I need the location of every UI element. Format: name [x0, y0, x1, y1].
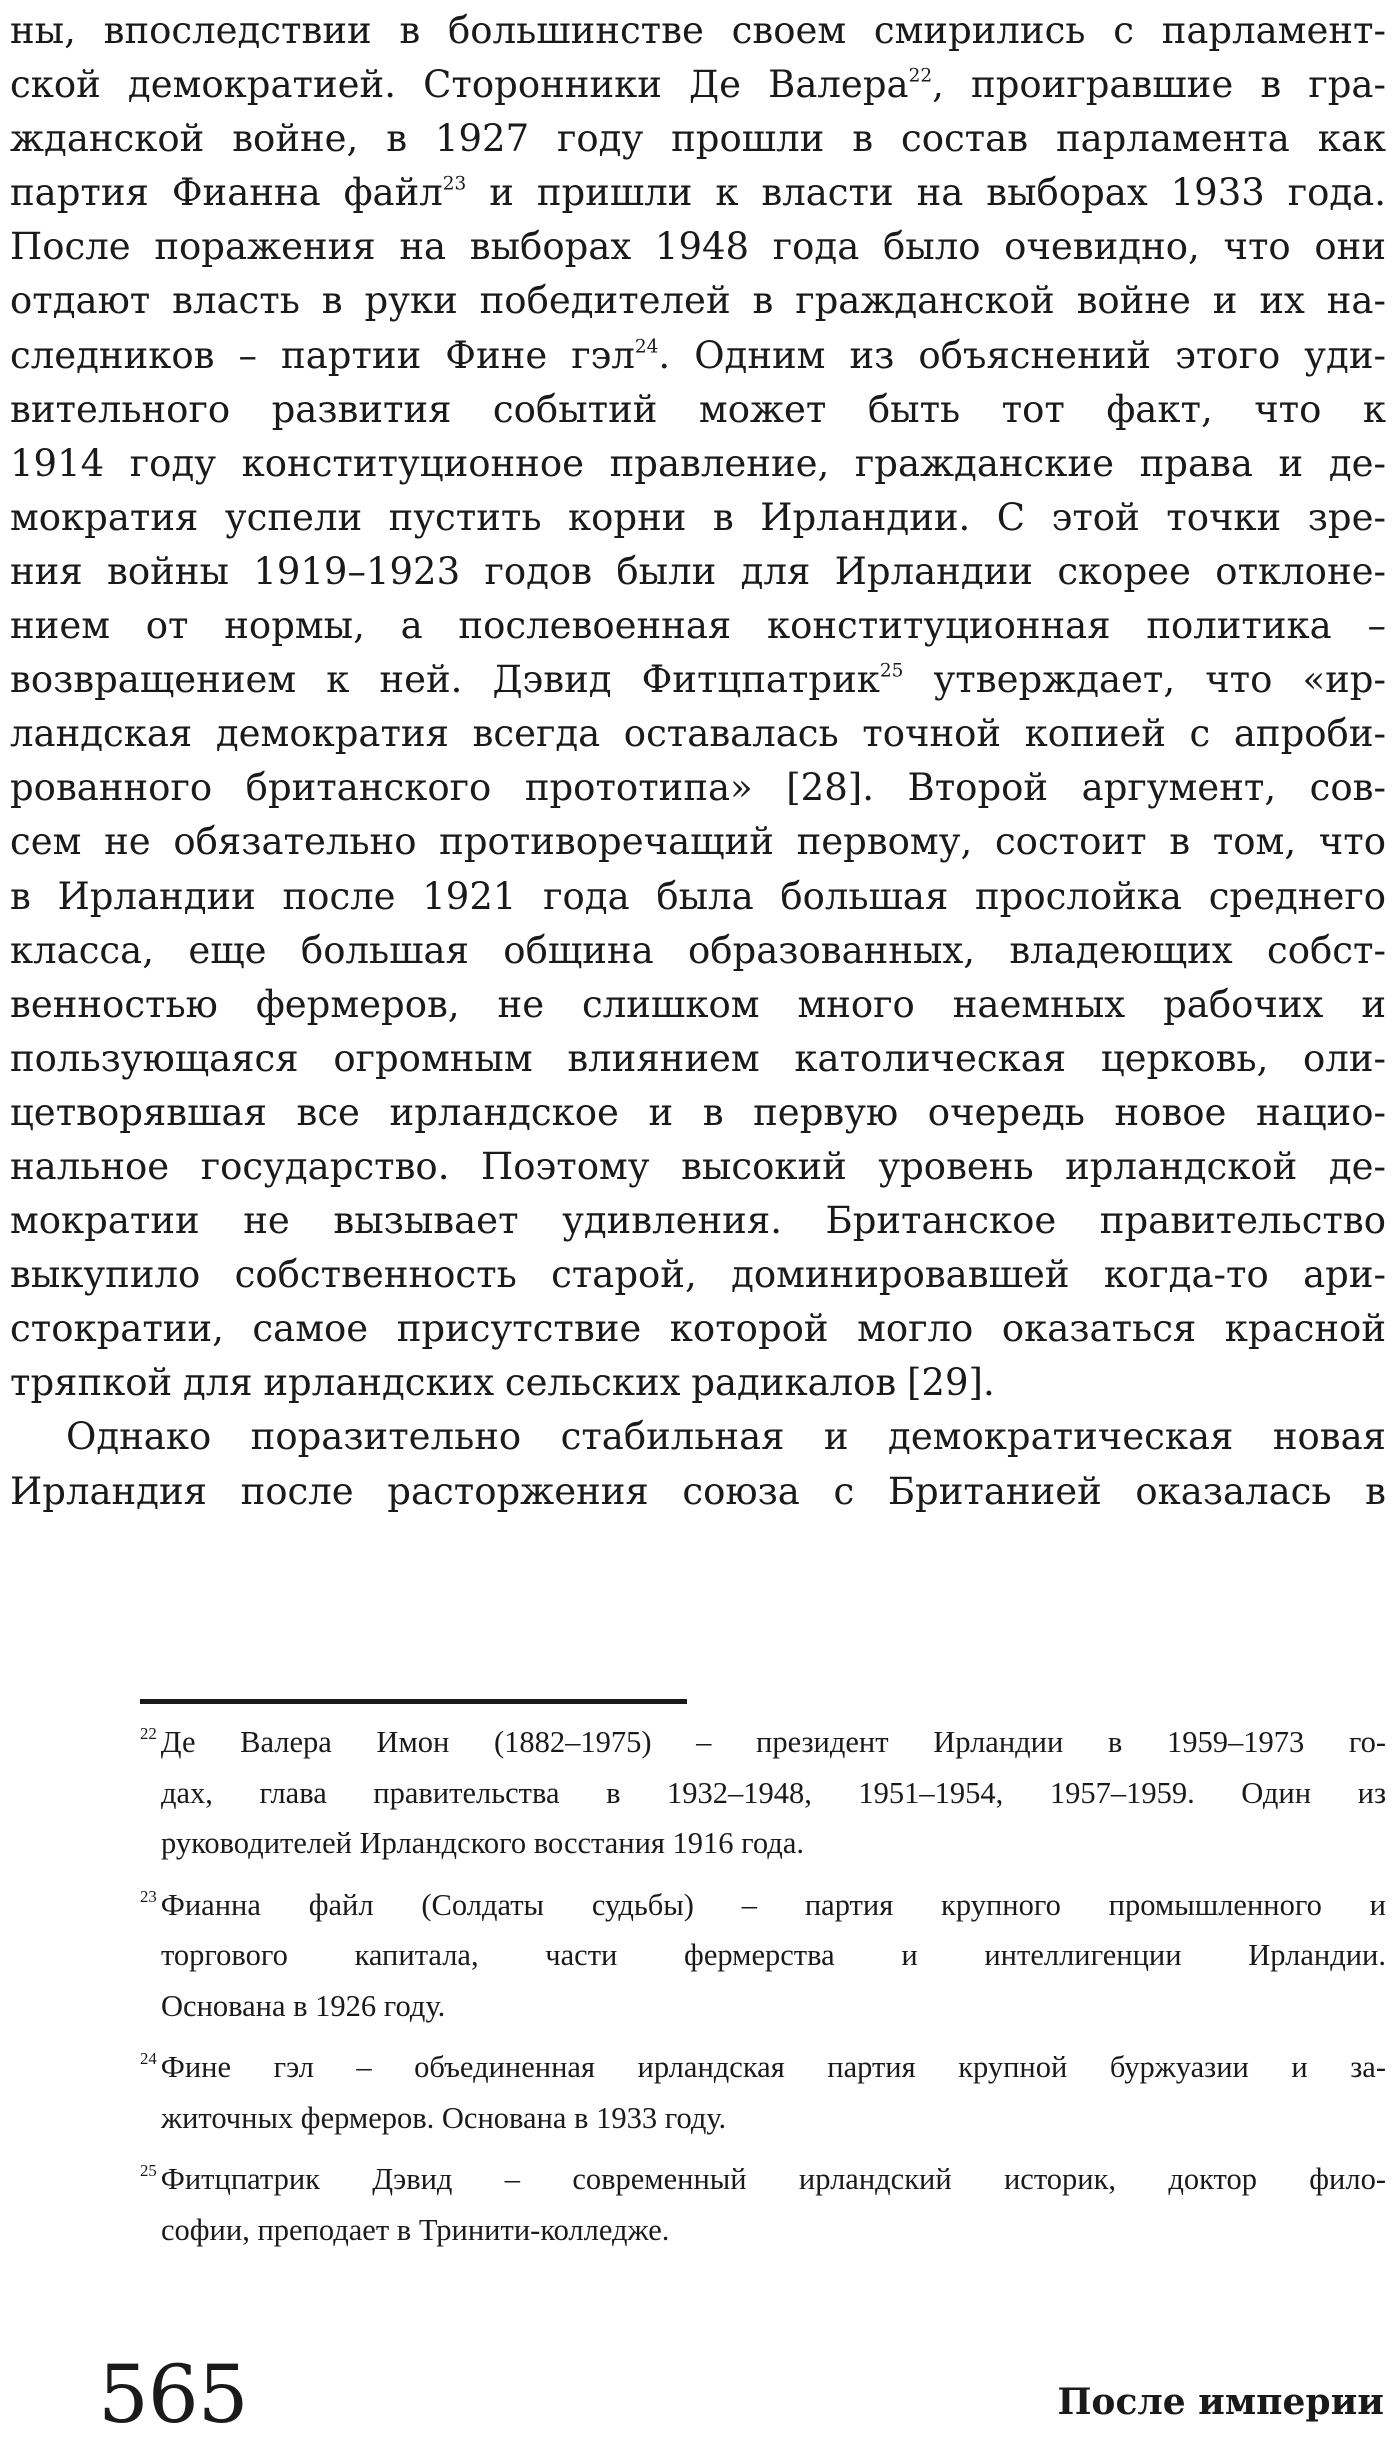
footnote-line: житочных фермеров. Основана в 1933 году. [161, 2100, 727, 2135]
footnote-ref-24[interactable]: 24 [634, 335, 659, 357]
text-segment: ской демократией. Сторонники Де Валера [10, 63, 909, 107]
text-line [10, 329, 1386, 383]
text-segment: и пришли к власти на выборах 1933 года. [466, 171, 1386, 215]
text-line: ландская демократия всегда оставалась точной копией с апроби- [10, 712, 1386, 756]
text-line [10, 58, 1386, 112]
text-line: выкупило собственность старой, доминировавшей когда-то ари- [10, 1253, 1386, 1297]
text-line: в Ирландии после 1921 года была большая прослойка среднего [10, 874, 1386, 918]
page-number: 565 [98, 2348, 248, 2441]
text-line: мократии не вызывает удивления. Британское правительство [10, 1199, 1386, 1243]
footnote-line [140, 1717, 1386, 1768]
paragraph-first-line: Однако поразительно стабильная и демократическая новая [66, 1415, 1386, 1459]
footnote-line: Основана в 1926 году. [161, 1988, 446, 2023]
text-line: жданской войне, в 1927 году прошли в состав парламента как [10, 117, 1386, 161]
footnote-line: руководителей Ирландского восстания 1916 года. [161, 1826, 804, 1860]
footnote-ref-25[interactable]: 25 [879, 660, 904, 682]
text-segment: следников – партии Фине гэл [10, 333, 635, 377]
text-line: 1914 году конституционное правление, гражданские права и де- [10, 441, 1386, 485]
footnote-23 [140, 1880, 1386, 2032]
text-line: ния войны 1919–1923 годов были для Ирландии скорее отклоне- [10, 549, 1386, 593]
footnote-24 [140, 2042, 1386, 2143]
footnote-line [140, 1880, 1386, 1931]
text-line: класса, еще большая община образованных, владеющих собст- [10, 928, 1386, 972]
footnote-number: 25 [140, 2161, 157, 2181]
footnote-text: Де Валера Имон (1882–1975) – президент Ирландии в 1959–1973 го- [160, 1725, 1386, 1759]
footnote-line [140, 2154, 1386, 2205]
text-line [10, 653, 1386, 707]
text-line: вительного развития событий может быть тот факт, что к [10, 387, 1386, 431]
footnote-text: Фине гэл – объединенная ирландская партия крупной буржуазии и за- [160, 2050, 1386, 2084]
footnote-number: 24 [140, 2049, 157, 2069]
text-line: пользующаяся огромным влиянием католическая церковь, оли- [10, 1036, 1386, 1080]
text-segment: , проигравшие в гра- [932, 63, 1386, 107]
text-line [10, 166, 1386, 220]
footnote-text: Фианна файл (Солдаты судьбы) – партия крупного промышленного и [160, 1887, 1386, 1922]
footnote-line: дах, глава правительства в 1932–1948, 1951–1954, 1957–1959. Один из [161, 1775, 1386, 1810]
footnote-line: софии, преподает в Тринити-колледже. [161, 2212, 670, 2247]
text-line: отдают власть в руки победителей в гражданской войне и их на- [10, 279, 1386, 323]
footnote-line: торгового капитала, части фермерства и интеллигенции Ирландии. [161, 1938, 1386, 1972]
text-line: рованного британского прототипа» [28]. Второй аргумент, сов- [10, 766, 1386, 810]
text-line: мократия успели пустить корни в Ирландии. С этой точки зре- [10, 495, 1386, 539]
text-line: венностью фермеров, не слишком много наемных рабочих и [10, 982, 1386, 1026]
text-segment: партия Фианна файл [10, 171, 443, 215]
text-line: нальное государство. Поэтому высокий уровень ирландской де- [10, 1144, 1386, 1188]
running-head: После империи [1057, 2381, 1384, 2423]
footnote-25 [140, 2154, 1386, 2255]
footnote-number: 22 [140, 1724, 157, 1744]
footnote-22 [140, 1717, 1386, 1869]
text-line: После поражения на выборах 1948 года было очевидно, что они [10, 225, 1386, 269]
text-segment: утверждает, что «ир- [903, 658, 1386, 702]
text-line: ны, впоследствии в большинстве своем смирились с парламент- [10, 9, 1386, 52]
main-body-text [10, 4, 1386, 1519]
text-line: нием от нормы, а послевоенная конституционная политика – [10, 604, 1386, 648]
footnotes-section [140, 1717, 1386, 2266]
footnote-text: Фитцпатрик Дэвид – современный ирландский историк, доктор фило- [160, 2162, 1386, 2196]
footnote-line [140, 2042, 1386, 2093]
footnote-separator-rule [140, 1699, 687, 1704]
footnote-ref-23[interactable]: 23 [442, 173, 467, 195]
text-segment: возвращением к ней. Дэвид Фитцпатрик [10, 658, 880, 702]
footnote-ref-22[interactable]: 22 [908, 65, 933, 87]
text-segment: . Одним из объяснений этого уди- [658, 333, 1386, 377]
text-line: тряпкой для ирландских сельских радикалов [29]. [10, 1361, 995, 1405]
text-line: Ирландия после расторжения союза с Британией оказалась в [10, 1469, 1386, 1513]
text-line: стократии, самое присутствие которой могло оказаться красной [10, 1307, 1386, 1351]
footnote-number: 23 [140, 1886, 157, 1906]
text-line: цетворявшая все ирландское и в первую очередь новое нацио- [10, 1090, 1386, 1134]
text-line: сем не обязательно противоречащий первому, состоит в том, что [10, 820, 1386, 864]
